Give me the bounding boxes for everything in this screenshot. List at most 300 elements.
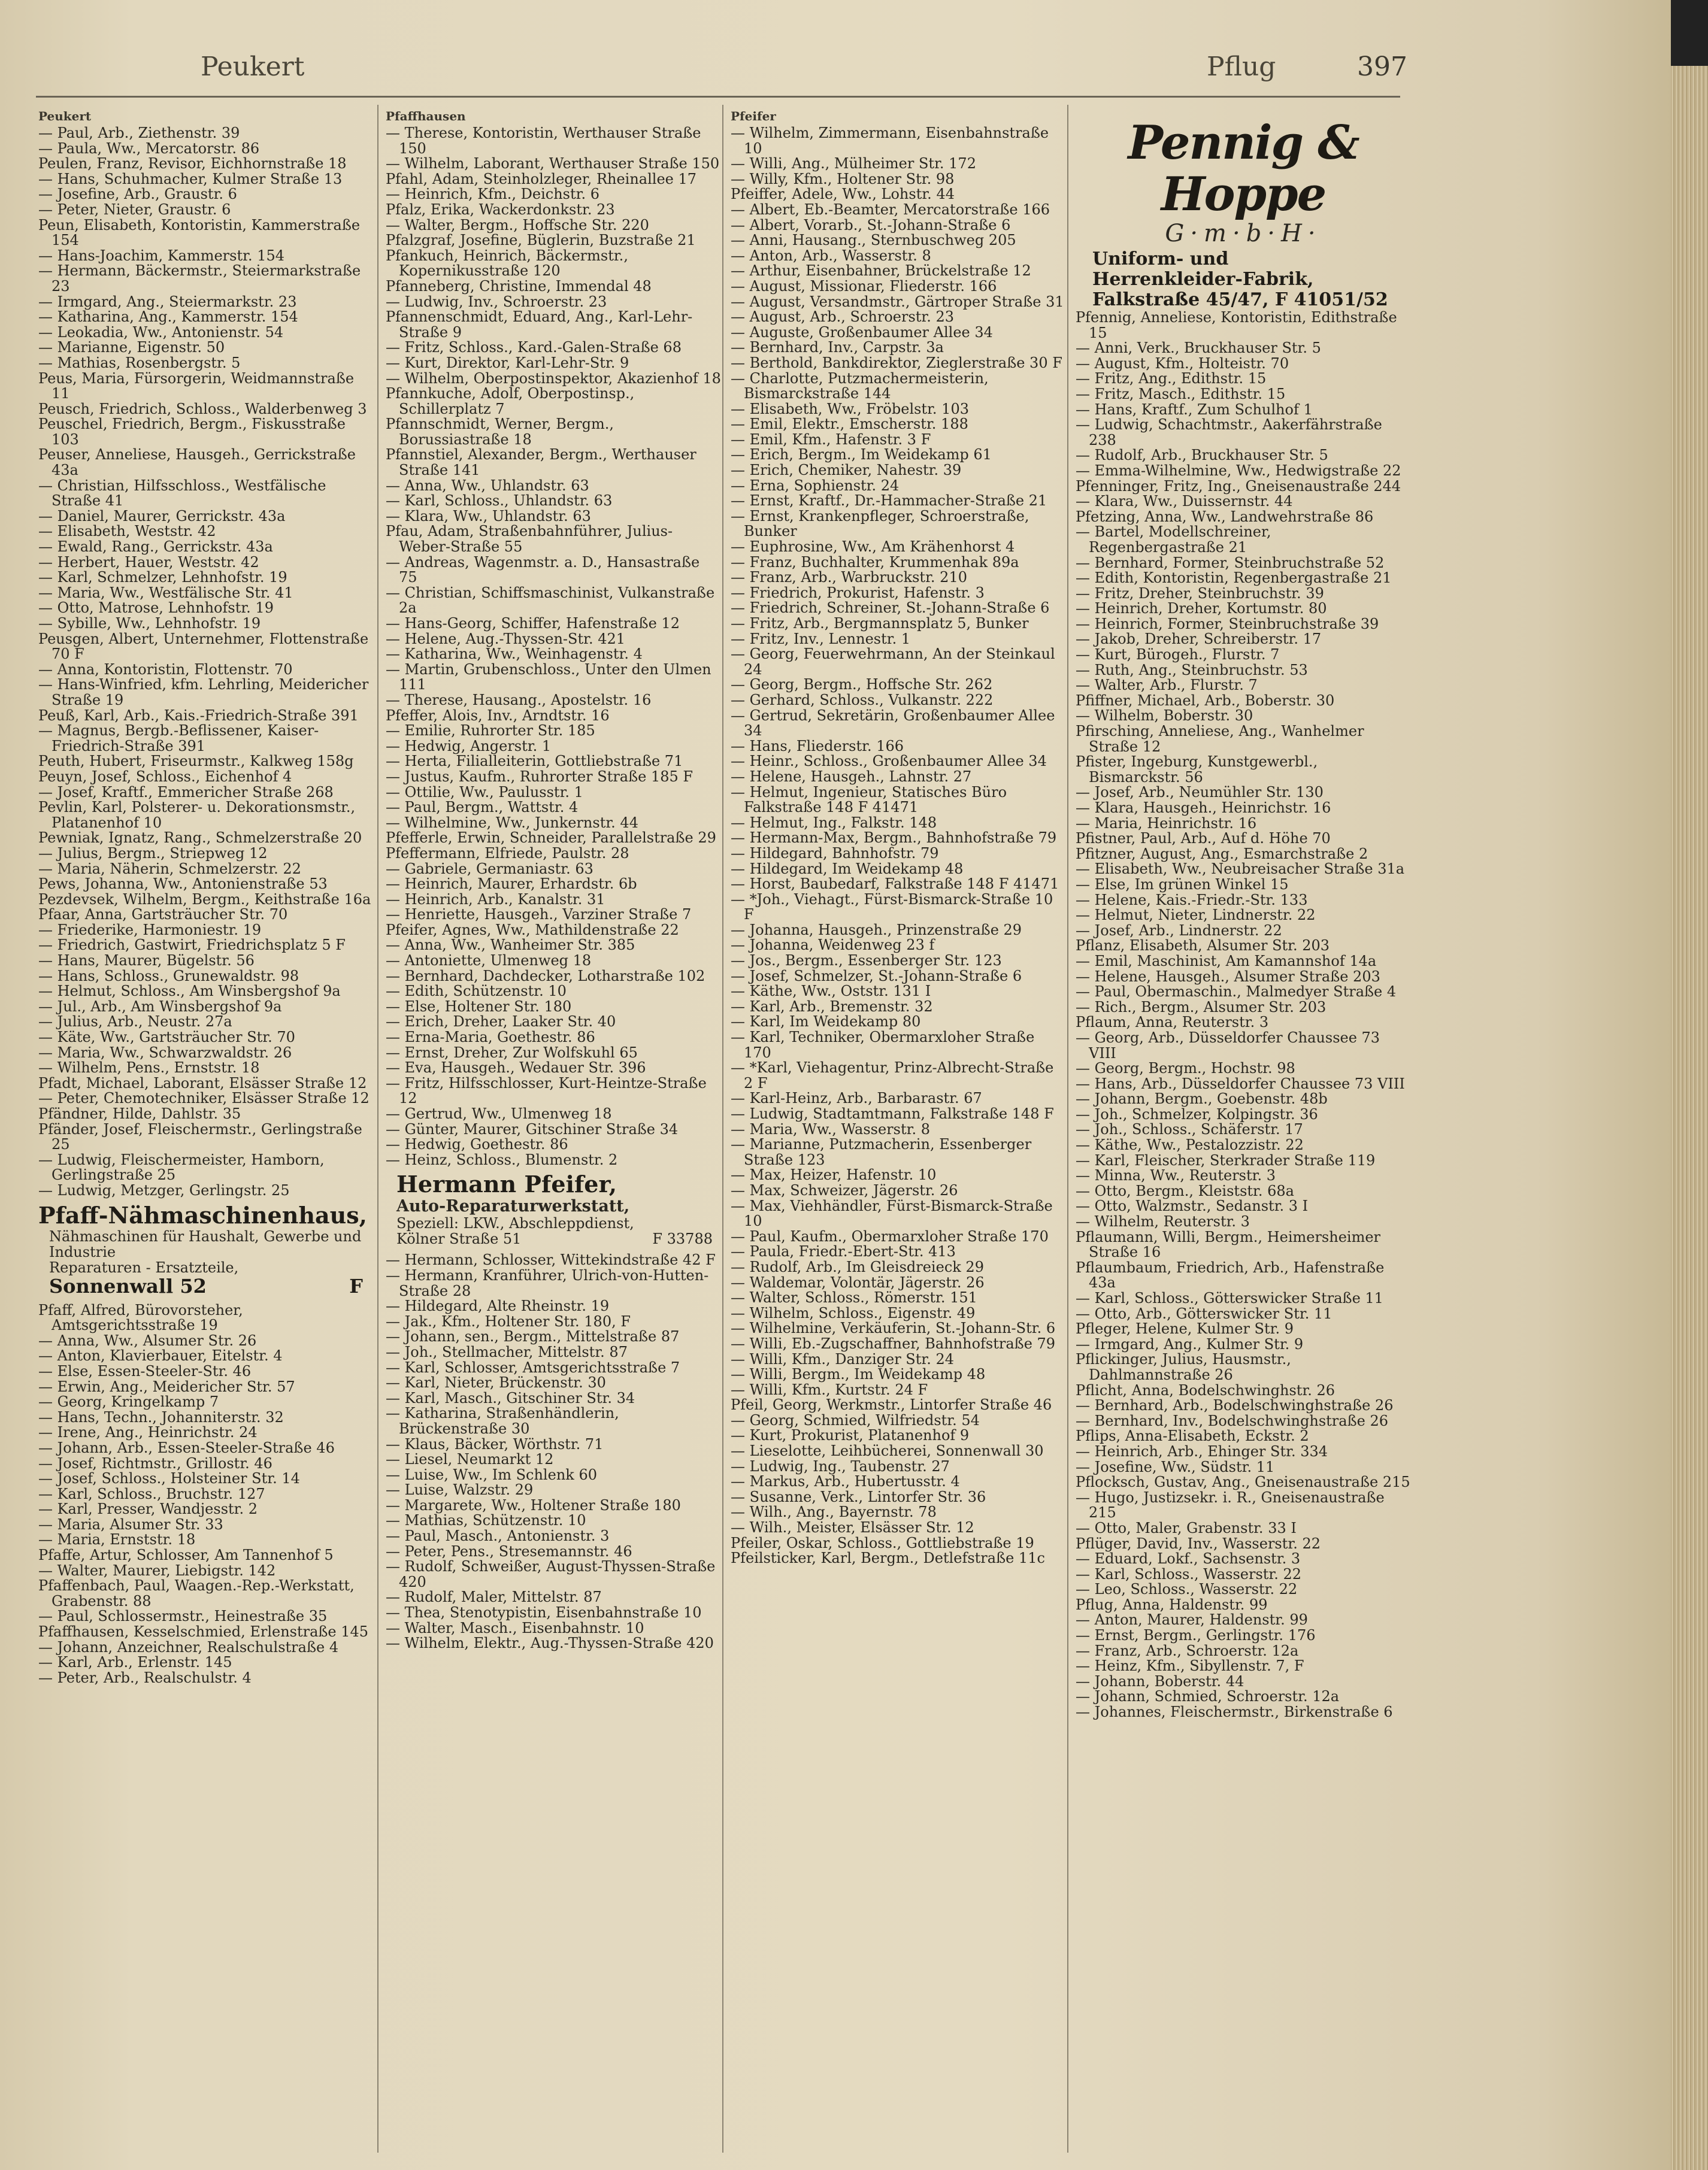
directory-entry: — Bernhard, Arb., Bodelschwinghstraße 26 — [1076, 1397, 1394, 1414]
directory-entry: Peulen, Franz, Revisor, Eichhornstraße 18 — [38, 155, 347, 172]
directory-entry: — Willi, Kfm., Kurtstr. 24 F — [731, 1381, 928, 1398]
directory-entry: — Ludwig, Metzger, Gerlingstr. 25 — [38, 1181, 290, 1199]
advert-line: Nähmaschinen für Haushalt, Gewerbe und Industrie — [49, 1228, 362, 1260]
directory-entry: — Josefine, Ww., Südstr. 11 — [1076, 1458, 1275, 1475]
directory-entry: — Karl, Presser, Wandjesstr. 2 — [38, 1501, 258, 1518]
directory-entry: — Anna, Ww., Uhlandstr. 63 — [386, 477, 589, 494]
directory-entry: — Wilhelm, Elektr., Aug.-Thyssen-Straße 420 — [386, 1635, 714, 1652]
page-corner — [1671, 0, 1708, 66]
directory-entry: — Edith, Schützenstr. 10 — [386, 983, 567, 1000]
directory-entry: — Heinrich, Arb., Kanalstr. 31 — [386, 890, 605, 908]
advert-line: Reparaturen - Ersatzteile, — [49, 1259, 239, 1276]
directory-entry: Pfeiler, Oskar, Schloss., Gottliebstraße 19 — [731, 1534, 1034, 1551]
directory-entry: — Hermann, Bäckermstr., Steiermarkstraße 23 — [38, 262, 361, 295]
directory-entry: — Hildegard, Alte Rheinstr. 19 — [386, 1298, 610, 1315]
directory-entry: — Georg, Bergm., Hochstr. 98 — [1076, 1060, 1295, 1077]
header-rule — [36, 96, 1400, 98]
directory-entry: — Erna, Sophienstr. 24 — [731, 477, 900, 494]
directory-entry: Pfistner, Paul, Arb., Auf d. Höhe 70 — [1076, 830, 1331, 847]
directory-entry: Pfalz, Erika, Wackerdonkstr. 23 — [386, 201, 615, 218]
directory-entry: — Erich, Bergm., Im Weidekamp 61 — [731, 446, 992, 463]
directory-entry: Peuß, Karl, Arb., Kais.-Friedrich-Straße 391 — [38, 707, 359, 724]
directory-entry: — Willi, Bergm., Im Weidekamp 48 — [731, 1366, 986, 1383]
directory-entry: — Anna, Kontoristin, Flottenstr. 70 — [38, 660, 293, 678]
advert-address: Sonnenwall 52 F — [49, 1274, 363, 1298]
directory-entry: — Paula, Ww., Mercatorstr. 86 — [38, 140, 260, 157]
directory-entry: — Helene, Aug.-Thyssen-Str. 421 — [386, 630, 626, 647]
directory-entry: Peuschel, Friedrich, Bergm., Fiskusstraße 103 — [38, 416, 346, 448]
directory-entry: — Helmut, Ingenieur, Statisches Büro Falkstraße 148 F 41471 — [731, 783, 1007, 816]
directory-entry: — Walter, Bergm., Hoffsche Str. 220 — [386, 216, 649, 234]
directory-entry: — Heinz, Schloss., Blumenstr. 2 — [386, 1151, 618, 1168]
directory-entry: — Rudolf, Arb., Im Gleisdreieck 29 — [731, 1258, 984, 1275]
advert-phone: F — [349, 1274, 363, 1298]
column-label: Peukert — [38, 109, 92, 123]
directory-entry: — Käte, Ww., Gartsträucher Str. 70 — [38, 1029, 295, 1046]
directory-entry: — Paul, Schlossermstr., Heinestraße 35 — [38, 1608, 328, 1625]
directory-entry: — Rich., Bergm., Alsumer Str. 203 — [1076, 998, 1327, 1016]
directory-entry: — Otto, Arb., Götterswicker Str. 11 — [1076, 1305, 1333, 1322]
advert-title: Pfaff-Nähmaschinenhaus, — [38, 1201, 367, 1229]
directory-entry: Pfau, Adam, Straßenbahnführer, Julius-Weber-Straße 55 — [386, 523, 673, 556]
directory-entry: — Helene, Hausgeh., Lahnstr. 27 — [731, 768, 972, 785]
directory-entry: — Josef, Richtmstr., Grillostr. 46 — [38, 1454, 272, 1472]
directory-entry: — Bernhard, Inv., Carpstr. 3a — [731, 339, 944, 356]
advert-address: Falkstraße 45/47, F 41051/52 — [1092, 289, 1388, 310]
directory-entry: — Paula, Friedr.-Ebert-Str. 413 — [731, 1243, 956, 1260]
directory-entry: — Karl, Fleischer, Sterkrader Straße 119 — [1076, 1151, 1376, 1169]
advert-address: Kölner Straße 51 F 33788 — [396, 1231, 713, 1248]
directory-entry: — Karl-Heinz, Arb., Barbarastr. 67 — [731, 1090, 982, 1107]
directory-entry: — Emma-Wilhelmine, Ww., Hedwigstraße 22 — [1076, 462, 1401, 479]
directory-entry: — Max, Schweizer, Jägerstr. 26 — [731, 1181, 958, 1199]
directory-entry: — Thea, Stenotypistin, Eisenbahnstraße 10 — [386, 1604, 702, 1622]
directory-entry: — Max, Heizer, Hafenstr. 10 — [731, 1166, 937, 1184]
directory-entry: — Else, Essen-Steeler-Str. 46 — [38, 1362, 252, 1380]
directory-entry: — Liesel, Neumarkt 12 — [386, 1451, 554, 1468]
directory-entry: — Hermann, Schlosser, Wittekindstraße 42 F — [386, 1251, 716, 1269]
advert-title: Hermann Pfeifer, — [396, 1171, 617, 1198]
directory-entry: — Therese, Hausang., Apostelstr. 16 — [386, 691, 652, 708]
directory-entry: Peuser, Anneliese, Hausgeh., Gerrickstraße 43a — [38, 446, 356, 479]
directory-entry: — Heinrich, Arb., Ehinger Str. 334 — [1076, 1442, 1328, 1460]
directory-entry: — Irene, Ang., Heinrichstr. 24 — [38, 1424, 258, 1441]
directory-entry: Pflickinger, Julius, Hausmstr., Dahlmannstraße 26 — [1076, 1351, 1291, 1383]
directory-entry: Pfennig, Anneliese, Kontoristin, Edithstraße 15 — [1076, 309, 1397, 341]
directory-entry: — Margarete, Ww., Holtener Straße 180 — [386, 1496, 681, 1514]
directory-entry: — Paul, Arb., Ziethenstr. 39 — [38, 125, 240, 141]
directory-entry: Pfänder, Josef, Fleischermstr., Gerlingstraße 25 — [38, 1120, 362, 1153]
directory-entry: — Franz, Arb., Schroerstr. 12a — [1076, 1642, 1299, 1659]
directory-entry: Pfannkuche, Adolf, Oberpostinsp., Schillerplatz 7 — [386, 385, 635, 417]
directory-entry: — Ottilie, Ww., Paulusstr. 1 — [386, 783, 583, 801]
directory-entry: — Luise, Ww., Im Schlenk 60 — [386, 1466, 597, 1483]
directory-entry: — Otto, Walzmstr., Sedanstr. 3 I — [1076, 1198, 1309, 1215]
directory-entry: — Sybille, Ww., Lehnhofstr. 19 — [38, 615, 261, 632]
directory-entry: — Julius, Bergm., Striepweg 12 — [38, 844, 268, 862]
column-label: Pfaffhausen — [386, 109, 466, 123]
page-number: 397 — [1357, 51, 1407, 82]
directory-entry: — Wilhelmine, Ww., Junkernstr. 44 — [386, 814, 638, 831]
directory-entry: — Paul, Masch., Antonienstr. 3 — [386, 1528, 610, 1545]
directory-entry: Pfeil, Georg, Werkmstr., Lintorfer Straße 46 — [731, 1396, 1052, 1414]
directory-entry: — Wilh., Ang., Bayernstr. 78 — [731, 1504, 937, 1521]
directory-entry: Pflanz, Elisabeth, Alsumer Str. 203 — [1076, 937, 1330, 954]
directory-entry: — Josef, Schloss., Holsteiner Str. 14 — [38, 1470, 300, 1487]
advert-pennig-hoppe — [1076, 117, 1411, 247]
directory-entry: — Johann, Schmied, Schroerstr. 12a — [1076, 1688, 1340, 1705]
directory-entry: — Mathias, Schützenstr. 10 — [386, 1512, 586, 1529]
directory-entry: — Friedrich, Gastwirt, Friedrichsplatz 5 F — [38, 937, 346, 954]
column-2 — [386, 109, 721, 2157]
directory-entry: Pfeiffer, Adele, Ww., Lohstr. 44 — [731, 186, 955, 203]
directory-entry: — Klara, Ww., Duissernstr. 44 — [1076, 493, 1293, 510]
directory-entry: — Ernst, Dreher, Zur Wolfskuhl 65 — [386, 1044, 638, 1061]
directory-entry: Pflips, Anna-Elisabeth, Eckstr. 2 — [1076, 1428, 1309, 1445]
directory-entry: — Ernst, Kraftf., Dr.-Hammacher-Straße 21 — [731, 492, 1047, 510]
directory-entry: — Edith, Kontoristin, Regenbergastraße 21 — [1076, 569, 1392, 587]
directory-entry: — Johann, sen., Bergm., Mittelstraße 87 — [386, 1328, 680, 1345]
directory-entry: — Käthe, Ww., Oststr. 131 I — [731, 983, 931, 1000]
advert-line: Herrenkleider-Fabrik, — [1092, 269, 1314, 290]
directory-entry: — Hans-Joachim, Kammerstr. 154 — [38, 247, 285, 264]
directory-entry: — Luise, Walzstr. 29 — [386, 1481, 534, 1499]
directory-entry: Pfaff, Alfred, Bürovorsteher, Amtsgerichtsstraße 19 — [38, 1301, 243, 1334]
directory-entry: — Klara, Ww., Uhlandstr. 63 — [386, 507, 591, 525]
directory-entry: Pflaumann, Willi, Bergm., Heimersheimer Straße 16 — [1076, 1228, 1381, 1261]
directory-entry: — Georg, Arb., Düsseldorfer Chaussee 73 VIII — [1076, 1029, 1380, 1062]
directory-entry: — Herbert, Hauer, Weststr. 42 — [38, 553, 259, 571]
directory-entry: Pfankuch, Heinrich, Bäckermstr., Kopernikusstraße 120 — [386, 247, 628, 280]
directory-entry: — Maria, Ernststr. 18 — [38, 1531, 196, 1548]
directory-entry: — Rudolf, Arb., Bruckhauser Str. 5 — [1076, 447, 1328, 464]
directory-entry: — Elisabeth, Ww., Neubreisacher Straße 31a — [1076, 860, 1405, 878]
directory-entry: — Anna, Ww., Wanheimer Str. 385 — [386, 937, 635, 954]
directory-entry: — Helmut, Schloss., Am Winsbergshof 9a — [38, 983, 341, 1000]
directory-entry: — Markus, Arb., Hubertusstr. 4 — [731, 1473, 960, 1490]
directory-entry: Pfalzgraf, Josefine, Büglerin, Buzstraße 21 — [386, 232, 696, 249]
directory-entry: — Maria, Ww., Wasserstr. 8 — [731, 1120, 930, 1138]
directory-entry: Pfannenschmidt, Eduard, Ang., Karl-Lehr-Straße 9 — [386, 308, 693, 341]
directory-entry: Pfister, Ingeburg, Kunstgewerbl., Bismarckstr. 56 — [1076, 753, 1318, 786]
directory-entry: Pfahl, Adam, Steinholzleger, Rheinallee 17 — [386, 170, 697, 187]
entry-list — [38, 126, 374, 1199]
advert-line: Speziell: LKW., Abschleppdienst, — [396, 1215, 634, 1232]
directory-entry: — Gertrud, Sekretärin, Großenbaumer Allee 34 — [731, 707, 1055, 740]
directory-entry: — Minna, Ww., Reuterstr. 3 — [1076, 1167, 1276, 1184]
directory-entry: — Horst, Baubedarf, Falkstraße 148 F 41471 — [731, 875, 1059, 893]
advert-pfaff — [38, 1202, 374, 1297]
directory-entry: — Helmut, Ing., Falkstr. 148 — [731, 814, 937, 831]
directory-entry: — Therese, Kontoristin, Werthauser Straße 150 — [386, 125, 701, 157]
directory-entry: — Ernst, Krankenpfleger, Schroerstraße, Bunker — [731, 507, 1029, 540]
directory-entry: Pfadt, Michael, Laborant, Elsässer Straße 12 — [38, 1074, 367, 1092]
directory-entry: — Friedrich, Schreiner, St.-Johann-Straße 6 — [731, 599, 1050, 617]
directory-entry: — Heinz, Kfm., Sibyllenstr. 7, F — [1076, 1657, 1304, 1675]
directory-entry: — Fritz, Ang., Edithstr. 15 — [1076, 370, 1267, 387]
directory-entry: — Julius, Arb., Neustr. 27a — [38, 1013, 232, 1031]
header-left: Peukert — [201, 51, 305, 82]
directory-entry: — Emilie, Ruhrorter Str. 185 — [386, 722, 595, 740]
directory-entry: — Christian, Hilfsschloss., Westfälische Straße 41 — [38, 477, 326, 510]
directory-entry: Pfiffner, Michael, Arb., Boberstr. 30 — [1076, 692, 1335, 709]
directory-entry: — Fritz, Schloss., Kard.-Galen-Straße 68 — [386, 339, 682, 356]
directory-entry: Pfitzner, August, Ang., Esmarchstraße 2 — [1076, 845, 1368, 862]
directory-entry: — Fritz, Inv., Lennestr. 1 — [731, 630, 911, 647]
directory-entry: — Ludwig, Schachtmstr., Aakerfährstraße 238 — [1076, 416, 1382, 448]
directory-entry: — Erich, Chemiker, Nahestr. 39 — [731, 462, 962, 479]
directory-entry: — Hugo, Justizsekr. i. R., Gneisenaustraße 215 — [1076, 1489, 1385, 1522]
directory-entry: — Marianne, Eigenstr. 50 — [38, 339, 225, 356]
directory-entry: Pfannstiel, Alexander, Bergm., Werthauser Straße 141 — [386, 446, 696, 479]
directory-entry: Pfaffenbach, Paul, Waagen.-Rep.-Werkstatt, Grabenstr. 88 — [38, 1577, 355, 1610]
directory-entry: — Wilhelm, Zimmermann, Eisenbahnstraße 10 — [731, 125, 1049, 157]
directory-entry: — Johanna, Hausgeh., Prinzenstraße 29 — [731, 921, 1022, 938]
directory-entry: — Paul, Obermaschin., Malmedyer Straße 4 — [1076, 983, 1397, 1001]
directory-entry: — Peter, Arb., Realschulstr. 4 — [38, 1669, 252, 1686]
directory-entry: — Joh., Schmelzer, Kolpingstr. 36 — [1076, 1105, 1318, 1123]
directory-entry: Pewniak, Ignatz, Rang., Schmelzerstraße 20 — [38, 829, 362, 847]
directory-entry: Peuth, Hubert, Friseurmstr., Kalkweg 158g — [38, 753, 354, 770]
directory-entry: Pezdevsek, Wilhelm, Bergm., Keithstraße 16a — [38, 890, 371, 908]
directory-entry: — Hermann-Max, Bergm., Bahnhofstraße 79 — [731, 829, 1057, 847]
directory-entry: — Willy, Kfm., Holtener Str. 98 — [731, 170, 955, 187]
directory-entry: — Josef, Arb., Lindnerstr. 22 — [1076, 922, 1282, 939]
company-logo: Pennig & Hoppe — [1128, 116, 1359, 222]
directory-entry: — Johann, Anzeichner, Realschulstraße 4 — [38, 1638, 339, 1656]
directory-entry: Pflaum, Anna, Reuterstr. 3 — [1076, 1014, 1269, 1031]
directory-entry: — Fritz, Arb., Bergmannsplatz 5, Bunker — [731, 615, 1029, 632]
directory-entry: — Günter, Maurer, Gitschiner Straße 34 — [386, 1120, 679, 1138]
directory-entry: — Willi, Eb.-Zugschaffner, Bahnhofstraße 79 — [731, 1335, 1056, 1352]
directory-entry: — Magnus, Bergb.-Beflissener, Kaiser-Friedrich-Straße 391 — [38, 722, 319, 754]
directory-entry: — Hans, Fliederstr. 166 — [731, 737, 904, 754]
directory-entry: Pflug, Anna, Haldenstr. 99 — [1076, 1596, 1268, 1613]
directory-entry: — Albert, Vorarb., St.-Johann-Straße 6 — [731, 216, 1011, 234]
directory-entry: — Albert, Eb.-Beamter, Mercatorstraße 166 — [731, 201, 1050, 218]
entry-list — [38, 1303, 374, 1686]
directory-entry: — Willi, Ang., Mülheimer Str. 172 — [731, 155, 976, 172]
directory-entry: — Joh., Schloss., Schäferstr. 17 — [1076, 1121, 1303, 1138]
directory-entry: — Charlotte, Putzmachermeisterin, Bismarckstraße 144 — [731, 369, 989, 402]
directory-entry: — Anton, Arb., Wasserstr. 8 — [731, 247, 931, 264]
directory-entry: — Jul., Arb., Am Winsbergshof 9a — [38, 998, 282, 1015]
directory-entry: — Bartel, Modellschreiner, Regenbergastraße 21 — [1076, 523, 1271, 556]
column-divider — [1067, 105, 1068, 2153]
directory-entry: — Christian, Schiffsmaschinist, Vulkanstraße 2a — [386, 584, 715, 617]
directory-entry: — Jos., Bergm., Essenberger Str. 123 — [731, 952, 1002, 969]
directory-entry: — Josef, Schmelzer, St.-Johann-Straße 6 — [731, 967, 1022, 984]
directory-entry: — Hans, Maurer, Bügelstr. 56 — [38, 952, 255, 969]
directory-entry: — August, Missionar, Fliederstr. 166 — [731, 277, 997, 295]
directory-entry: — Walter, Maurer, Liebigstr. 142 — [38, 1562, 276, 1579]
directory-entry: — Justus, Kaufm., Ruhrorter Straße 185 F — [386, 768, 694, 785]
directory-entry: — Ludwig, Fleischermeister, Hamborn, Gerlingstraße 25 — [38, 1151, 325, 1184]
directory-entry: — Hans, Schuhmacher, Kulmer Straße 13 — [38, 170, 343, 187]
directory-entry: — Heinr., Schloss., Großenbaumer Allee 34 — [731, 753, 1047, 770]
directory-entry: Pfaffe, Artur, Schlosser, Am Tannenhof 5 — [38, 1547, 334, 1564]
directory-entry: — Leo, Schloss., Wasserstr. 22 — [1076, 1581, 1298, 1598]
directory-entry: — Hans, Arb., Düsseldorfer Chaussee 73 VIII — [1076, 1075, 1405, 1092]
directory-entry: — Rudolf, Schweißer, August-Thyssen-Straße 420 — [386, 1558, 716, 1590]
advert-phone: F 33788 — [652, 1231, 713, 1248]
directory-entry: — Fritz, Dreher, Steinbruchstr. 39 — [1076, 584, 1324, 602]
directory-entry: — Johann, Arb., Essen-Steeler-Straße 46 — [38, 1439, 335, 1456]
directory-entry: Pflüger, David, Inv., Wasserstr. 22 — [1076, 1535, 1321, 1552]
directory-entry: — Mathias, Rosenbergstr. 5 — [38, 354, 241, 371]
directory-entry: — Friederike, Harmoniestr. 19 — [38, 921, 262, 938]
directory-entry: — Susanne, Verk., Lintorfer Str. 36 — [731, 1488, 986, 1505]
column-4 — [1076, 114, 1411, 2162]
directory-entry: — Daniel, Maurer, Gerrickstr. 43a — [38, 507, 286, 525]
directory-entry: — Ludwig, Ing., Taubenstr. 27 — [731, 1457, 950, 1475]
directory-entry: Pews, Johanna, Ww., Antonienstraße 53 — [38, 875, 328, 893]
directory-entry: Peusgen, Albert, Unternehmer, Flottenstraße 70 F — [38, 630, 369, 663]
directory-entry: Peuyn, Josef, Schloss., Eichenhof 4 — [38, 768, 292, 785]
directory-entry: — Hans-Winfried, kfm. Lehrling, Meidericher Straße 19 — [38, 676, 369, 708]
directory-entry: — *Karl, Viehagentur, Prinz-Albrecht-Straße 2 F — [731, 1059, 1054, 1092]
directory-entry: Pfenninger, Fritz, Ing., Gneisenaustraße 244 — [1076, 477, 1401, 495]
directory-entry: — Gabriele, Germaniastr. 63 — [386, 860, 593, 877]
directory-entry: — Max, Viehhändler, Fürst-Bismarck-Straße 10 — [731, 1197, 1053, 1230]
directory-entry: Pfaffhausen, Kesselschmied, Erlenstraße 145 — [38, 1623, 369, 1641]
directory-entry: — Emil, Maschinist, Am Kamannshof 14a — [1076, 952, 1377, 969]
directory-entry: — Karl, Schmelzer, Lehnhofstr. 19 — [38, 569, 287, 586]
directory-entry: — Franz, Arb., Warbruckstr. 210 — [731, 569, 967, 586]
directory-entry: — Otto, Bergm., Kleiststr. 68a — [1076, 1182, 1294, 1199]
column-divider — [722, 105, 723, 2153]
directory-entry: — Kurt, Direktor, Karl-Lehr-Str. 9 — [386, 354, 629, 371]
directory-entry: — Karl, Schloss., Bruchstr. 127 — [38, 1485, 265, 1502]
directory-entry: — Eduard, Lokf., Sachsenstr. 3 — [1076, 1550, 1301, 1568]
directory-entry: — Elisabeth, Ww., Fröbelstr. 103 — [731, 400, 969, 417]
directory-entry: — Anni, Verk., Bruckhauser Str. 5 — [1076, 340, 1321, 357]
directory-entry: — Antoniette, Ulmenweg 18 — [386, 952, 592, 969]
directory-entry: — Kurt, Prokurist, Platanenhof 9 — [731, 1427, 970, 1444]
directory-entry: — Euphrosine, Ww., Am Krähenhorst 4 — [731, 538, 1015, 556]
directory-entry: Pfleger, Helene, Kulmer Str. 9 — [1076, 1320, 1294, 1338]
directory-entry: — Friedrich, Prokurist, Hafenstr. 3 — [731, 584, 985, 601]
directory-entry: — Bernhard, Former, Steinbruchstraße 52 — [1076, 554, 1385, 571]
directory-entry: — Georg, Feuerwehrmann, An der Steinkaul 24 — [731, 645, 1055, 678]
directory-entry: Pfändner, Hilde, Dahlstr. 35 — [38, 1105, 241, 1122]
directory-entry: — Irmgard, Ang., Kulmer Str. 9 — [1076, 1335, 1304, 1353]
directory-entry: — Eva, Hausgeh., Wedauer Str. 396 — [386, 1059, 646, 1077]
directory-entry: — Ewald, Rang., Gerrickstr. 43a — [38, 538, 273, 556]
directory-entry: — Lieselotte, Leihbücherei, Sonnenwall 30 — [731, 1442, 1044, 1460]
directory-entry: — Fritz, Masch., Edithstr. 15 — [1076, 385, 1286, 402]
directory-entry: — Ruth, Ang., Steinbruchstr. 53 — [1076, 661, 1308, 678]
directory-entry: — Karl, Schloss., Uhlandstr. 63 — [386, 492, 613, 510]
directory-entry: — Heinrich, Dreher, Kortumstr. 80 — [1076, 600, 1327, 617]
directory-entry: — Wilhelm, Oberpostinspektor, Akazienhof 18 — [386, 369, 721, 387]
column-3 — [731, 109, 1066, 2157]
directory-entry: — Anna, Ww., Alsumer Str. 26 — [38, 1332, 257, 1349]
directory-entry: — Hans, Kraftf., Zum Schulhof 1 — [1076, 401, 1313, 418]
directory-entry: — Elisabeth, Weststr. 42 — [38, 523, 216, 540]
directory-entry: — Anton, Maurer, Haldenstr. 99 — [1076, 1611, 1308, 1629]
directory-entry: — Hans-Georg, Schiffer, Hafenstraße 12 — [386, 615, 680, 632]
directory-entry: — Erwin, Ang., Meidericher Str. 57 — [38, 1378, 295, 1395]
directory-entry: — Gertrud, Ww., Ulmenweg 18 — [386, 1105, 612, 1122]
directory-entry: — Marianne, Putzmacherin, Essenberger Straße 123 — [731, 1136, 1032, 1168]
directory-entry: — Bernhard, Inv., Bodelschwinghstraße 26 — [1076, 1412, 1388, 1429]
directory-entry: — Else, Holtener Str. 180 — [386, 998, 572, 1015]
directory-entry: — Emil, Kfm., Hafenstr. 3 F — [731, 431, 931, 448]
directory-entry: — Käthe, Ww., Pestalozzistr. 22 — [1076, 1136, 1304, 1154]
directory-entry: Peun, Elisabeth, Kontoristin, Kammerstraße 154 — [38, 216, 361, 249]
directory-entry: — Johann, Bergm., Goebenstr. 48b — [1076, 1090, 1328, 1108]
directory-entry: — Ludwig, Stadtamtmann, Falkstraße 148 F — [731, 1105, 1054, 1122]
directory-entry: — Karl, Arb., Bremenstr. 32 — [731, 998, 933, 1015]
directory-entry: Pfirsching, Anneliese, Ang., Wanhelmer Straße 12 — [1076, 723, 1364, 755]
directory-entry: — Irmgard, Ang., Steiermarkstr. 23 — [38, 293, 297, 310]
directory-entry: — Gerhard, Schloss., Vulkanstr. 222 — [731, 691, 994, 708]
advert-hermann-pfeifer — [386, 1171, 721, 1247]
directory-entry: Pfeffermann, Elfriede, Paulstr. 28 — [386, 844, 629, 862]
directory-entry: — Jakob, Dreher, Schreiberstr. 17 — [1076, 631, 1322, 648]
directory-entry: — Maria, Ww., Schwarzwaldstr. 26 — [38, 1044, 292, 1061]
directory-entry: — Franz, Buchhalter, Krummenhak 89a — [731, 553, 1019, 571]
directory-entry: — Walter, Arb., Flurstr. 7 — [1076, 677, 1258, 694]
directory-entry: — Wilhelm, Schloss., Eigenstr. 49 — [731, 1304, 976, 1322]
directory-entry: — Klara, Hausgeh., Heinrichstr. 16 — [1076, 799, 1331, 816]
directory-entry: — Hildegard, Bahnhofstr. 79 — [731, 844, 939, 862]
directory-entry: — Arthur, Eisenbahner, Brückelstraße 12 — [731, 262, 1031, 280]
directory-entry: Peusch, Friedrich, Schloss., Walderbenweg 3 — [38, 400, 367, 417]
directory-entry: — Maria, Heinrichstr. 16 — [1076, 814, 1257, 832]
directory-entry: — Karl, Schlosser, Amtsgerichtsstraße 7 — [386, 1359, 680, 1376]
entry-list — [731, 126, 1066, 1566]
directory-entry: — Wilhelm, Reuterstr. 3 — [1076, 1213, 1250, 1231]
directory-entry: — Leokadia, Ww., Antonienstr. 54 — [38, 323, 284, 341]
directory-entry: Pfanneberg, Christine, Immendal 48 — [386, 277, 652, 295]
directory-entry: Pfannschmidt, Werner, Bergm., Borussiastraße 18 — [386, 416, 614, 448]
directory-entry: — Bernhard, Dachdecker, Lotharstraße 102 — [386, 967, 705, 984]
advert-subtitle: Auto-Reparaturwerkstatt, — [396, 1197, 630, 1216]
directory-entry: — Peter, Nieter, Graustr. 6 — [38, 201, 231, 218]
directory-entry: Pfeilsticker, Karl, Bergm., Detlefstraße 11c — [731, 1550, 1045, 1567]
directory-entry: — Hans, Schloss., Grunewaldstr. 98 — [38, 967, 299, 984]
directory-entry: — Maria, Näherin, Schmelzerstr. 22 — [38, 860, 301, 877]
advert-line: Uniform- und — [1092, 248, 1229, 269]
directory-entry: — Klaus, Bäcker, Wörthstr. 71 — [386, 1435, 604, 1453]
header-right: Pflug — [1207, 51, 1276, 82]
directory-entry: — August, Versandmstr., Gärtroper Straße 31 — [731, 293, 1064, 310]
directory-entry: — Auguste, Großenbaumer Allee 34 — [731, 323, 993, 341]
directory-entry: — Joh., Stellmacher, Mittelstr. 87 — [386, 1343, 628, 1360]
directory-entry: — Peter, Pens., Stresemannstr. 46 — [386, 1542, 632, 1560]
directory-entry: — Rudolf, Maler, Mittelstr. 87 — [386, 1589, 602, 1606]
directory-entry: Pfetzing, Anna, Ww., Landwehrstraße 86 — [1076, 508, 1374, 525]
directory-entry: — August, Kfm., Holteistr. 70 — [1076, 354, 1289, 372]
directory-entry: — Karl, Masch., Gitschiner Str. 34 — [386, 1389, 635, 1407]
directory-entry: — Maria, Ww., Westfälische Str. 41 — [38, 584, 293, 601]
running-header — [36, 51, 1413, 99]
directory-entry: — Emil, Elektr., Emscherstr. 188 — [731, 416, 968, 433]
directory-entry: — Willi, Kfm., Danziger Str. 24 — [731, 1350, 955, 1368]
column-1 — [38, 109, 374, 2157]
directory-entry: Peus, Maria, Fürsorgerin, Weidmannstraße 11 — [38, 369, 355, 402]
directory-entry: — Josef, Kraftf., Emmericher Straße 268 — [38, 783, 334, 801]
directory-entry: — Helene, Hausgeh., Alsumer Straße 203 — [1076, 968, 1380, 985]
directory-entry: — Wilhelm, Pens., Ernststr. 18 — [38, 1059, 260, 1077]
directory-entry: — Wilhelm, Boberstr. 30 — [1076, 707, 1253, 725]
directory-entry: — Paul, Kaufm., Obermarxloher Straße 170 — [731, 1228, 1049, 1245]
directory-entry: — Berthold, Bankdirektor, Zieglerstraße 30 F — [731, 354, 1062, 371]
directory-entry: — Ernst, Bergm., Gerlingstr. 176 — [1076, 1627, 1316, 1644]
directory-entry: — *Joh., Viehagt., Fürst-Bismarck-Straße 10 F — [731, 890, 1053, 923]
